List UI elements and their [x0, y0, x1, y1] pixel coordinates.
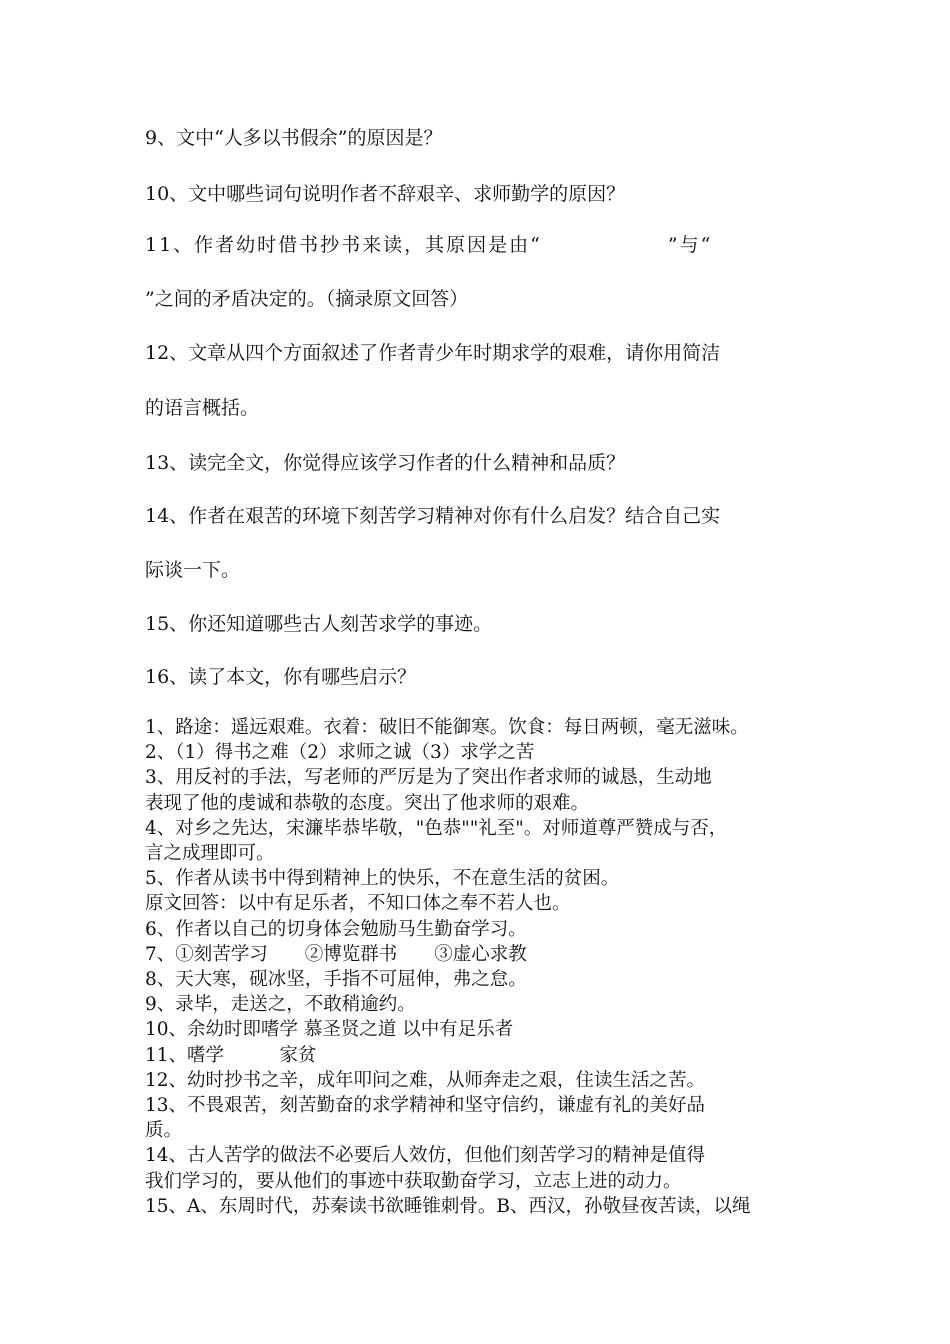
- answer-line: 3、用反衬的手法，写老师的严厉是为了突出作者求师的诚恳，生动地: [145, 767, 712, 789]
- question-14-line-2: 际谈一下。: [145, 559, 241, 581]
- answer-line: 原文回答：以中有足乐者，不知口体之奉不若人也。: [145, 893, 571, 915]
- question-14-line-1: 14、作者在艰苦的环境下刻苦学习精神对你有什么启发？结合自己实: [145, 505, 721, 527]
- question-11-line-2: ”之间的矛盾决定的。（摘录原文回答）: [145, 288, 469, 310]
- question-11-line-1: 11、作者幼时借书抄书来读，其原因是由“ ”与“: [145, 234, 713, 256]
- question-15: 15、你还知道哪些古人刻苦求学的事迹。: [145, 613, 493, 635]
- answer-line: 15、A、东周时代，苏秦读书欲睡锥刺骨。B、西汉，孙敬昼夜苦读，以绳: [145, 1195, 751, 1217]
- answer-line: 言之成理即可。: [145, 843, 275, 865]
- answer-key: [145, 715, 810, 1219]
- question-13: 13、读完全文，你觉得应该学习作者的什么精神和品质？: [145, 452, 626, 474]
- answer-line: 5、作者从读书中得到精神上的快乐，不在意生活的贫困。: [145, 868, 620, 890]
- answer-line: 6、作者以自己的切身体会勉励马生勤奋学习。: [145, 918, 527, 940]
- answer-line: 2、（1）得书之难（2）求师之诚（3）求学之苦: [145, 742, 535, 764]
- question-10: 10、文中哪些词句说明作者不辞艰辛、求师勤学的原因？: [145, 183, 626, 205]
- question-16: 16、读了本文，你有哪些启示？: [145, 666, 417, 688]
- answer-line: 4、对乡之先达，宋濂毕恭毕敬，"色恭""礼至"。对师道尊严赞成与否，: [145, 817, 728, 839]
- answer-line: 我们学习的，要从他们的事迹中获取勤奋学习，立志上进的动力。: [145, 1170, 682, 1192]
- answer-line: 14、古人苦学的做法不必要后人效仿，但他们刻苦学习的精神是值得: [145, 1145, 706, 1167]
- answer-line: 11、嗜学 家贫: [145, 1044, 317, 1066]
- answer-line: 8、天大寒，砚冰坚，手指不可屈伸，弗之怠。: [145, 969, 527, 991]
- answer-line: 7、①刻苦学习 ②博览群书 ③虚心求教: [145, 943, 527, 965]
- answer-line: 表现了他的虔诚和恭敬的态度。突出了他求师的艰难。: [145, 792, 590, 814]
- question-12-line-1: 12、文章从四个方面叙述了作者青少年时期求学的艰难，请你用简洁: [145, 342, 721, 364]
- answer-line: 10、余幼时即嗜学 慕圣贤之道 以中有足乐者: [145, 1019, 514, 1041]
- answer-line: 1、路途：遥远艰难。衣着：破旧不能御寒。饮食：每日两顿，毫无滋味。: [145, 717, 749, 738]
- question-9: 9、文中“人多以书假余”的原因是？: [145, 127, 443, 149]
- answer-line: 13、不畏艰苦，刻苦勤奋的求学精神和坚守信约，谦虚有礼的美好品: [145, 1095, 706, 1117]
- question-12-line-2: 的语言概括。: [145, 397, 260, 419]
- answer-line: 12、幼时抄书之辛，成年叩问之难，从师奔走之艰，住读生活之苦。: [145, 1069, 706, 1091]
- answer-line: 质。: [145, 1120, 183, 1142]
- answer-line: 9、录毕，走送之，不敢稍逾约。: [145, 994, 416, 1016]
